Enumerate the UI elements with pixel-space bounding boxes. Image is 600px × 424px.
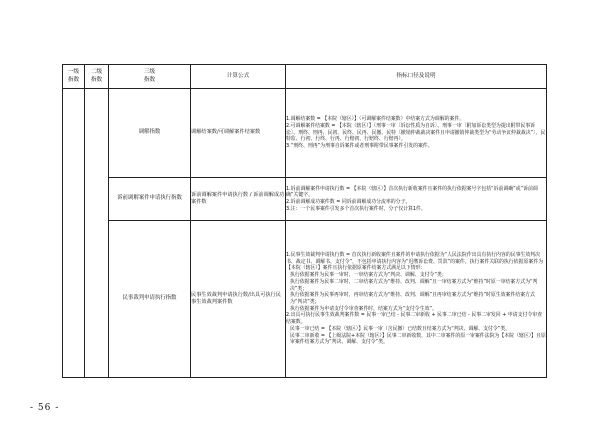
description-line: 1.民事生效裁判申请执行数 = 首次执行新收案件且案件的申请执行依据为“人民法院作出具有执行内容的民事生效判决书、裁定书、调解书、支付令”，不包括申请执行内容为“迟缴诉讼费、罚款”的案件。执行案件关联的执行依据原案件为【本院（辖区）】案件且执行依据原案件结案方式满足以下情形：: [286, 252, 544, 272]
index-name: 民事裁判申请执行指数: [109, 221, 191, 378]
header-level3-index: 三级 指数: [109, 65, 191, 89]
description-line: 2.可调解案件结案数 = 【本院（辖区）】（刑事一审〔诉讼性质为自诉〕、刑事一审〔附加诉讼类型为提出附带民事诉讼〕、刑终、刑再、民初、民终、民再、民撤、民特〔撤销仲裁裁决案件且申请撤销仲裁类型为“劳动争议仲裁裁决”〕、民特监、行初、行终、行再、行赔初、行赔终、行赔再）。: [286, 122, 546, 143]
description-line: 1.诉前调解案件申请执行数 = 【本院（辖区）】首次执行新收案件且案件的执行依据案号字包括“诉前调确”或“诉前调确”关键字。: [286, 185, 538, 199]
table-row: [63, 178, 547, 221]
page-number: - 56 -: [30, 403, 60, 413]
description-cell: [286, 178, 547, 221]
description-cell: [286, 221, 547, 378]
formula-cell: 民事生效裁判申请执行数/出具可执行民事生效裁判案件数: [191, 221, 286, 378]
header-level1-index: 一级 指数: [63, 65, 85, 89]
description-line: 执行依据案件为民事一审时，一审结案方式为“判决、调解、支付令”类；: [290, 272, 447, 279]
level1-cell: [63, 89, 85, 378]
header-description: 指标口径及说明: [286, 65, 547, 89]
metrics-table: [62, 64, 547, 378]
description-line: 3.注：一个民事案件引发多个首次执行案件时，分子仅计算1件。: [286, 205, 426, 212]
index-name: 诉前调解案件申请执行指数: [109, 178, 191, 221]
formula-cell: 调解结案数/可调解案件结案数: [191, 89, 286, 178]
index-name: 调解指数: [109, 89, 191, 178]
table-header-row: [63, 65, 547, 89]
header-formula: 计算公式: [191, 65, 286, 89]
description-line: 执行依据案件为申请支付令审查案件时，结案方式为“支付令生效”。: [290, 305, 437, 312]
description-line: 2.诉前调解成功案件数 = 同诉前调解成功分流率的分子。: [286, 199, 411, 205]
header-level2-index: 二级 指数: [85, 65, 109, 89]
formula-cell: 诉前调解案件申请执行数 / 诉前调解成功案件数: [191, 178, 286, 221]
description-line: 3.“刑终、刑再”为刑事自诉案件或者刑事附带民事案件引发的案件。: [286, 143, 433, 150]
description-line: 1.调解结案数 = 【本院（辖区）】（可调解案件结案数）中结案方式为调解的案件。: [286, 116, 465, 123]
level2-cell: [85, 89, 109, 378]
description-line: 执行依据案件为民事二审时，二审结案方式为“维持、改判、调解”且一审结案方式为“维持”时原一审结案方式为“判决”类；: [290, 278, 538, 292]
table-row: [63, 221, 547, 378]
table-row: [63, 89, 547, 178]
description-line: 民事一审已结 = 【本院（辖区）】民事一审（含民撤）已结数且结案方式为“判决、调解、支付令”类。: [290, 325, 511, 332]
description-cell: [286, 89, 547, 178]
description-line: 2.出具可执行民事生效裁判案件数 = 民事一审已结 - 民事二审新收 + 民事二审已结 - 民事二审发回 + 申请支付令审查结案数。: [286, 312, 543, 326]
description-line: 执行依据案件为民事再审时，再审结案方式为“维持、改判、调解”且再审结案方式为“维持”时原生效案件结案方式为“判决”类；: [290, 292, 535, 305]
description-line: 民事二审新收 = 【上级法院+本院（辖区）】民事二审新收数，其中二审案件的原一审案件法院为【本院（辖区）】且原审案件结案方式为“判决、调解、支付令”类。: [290, 332, 546, 346]
